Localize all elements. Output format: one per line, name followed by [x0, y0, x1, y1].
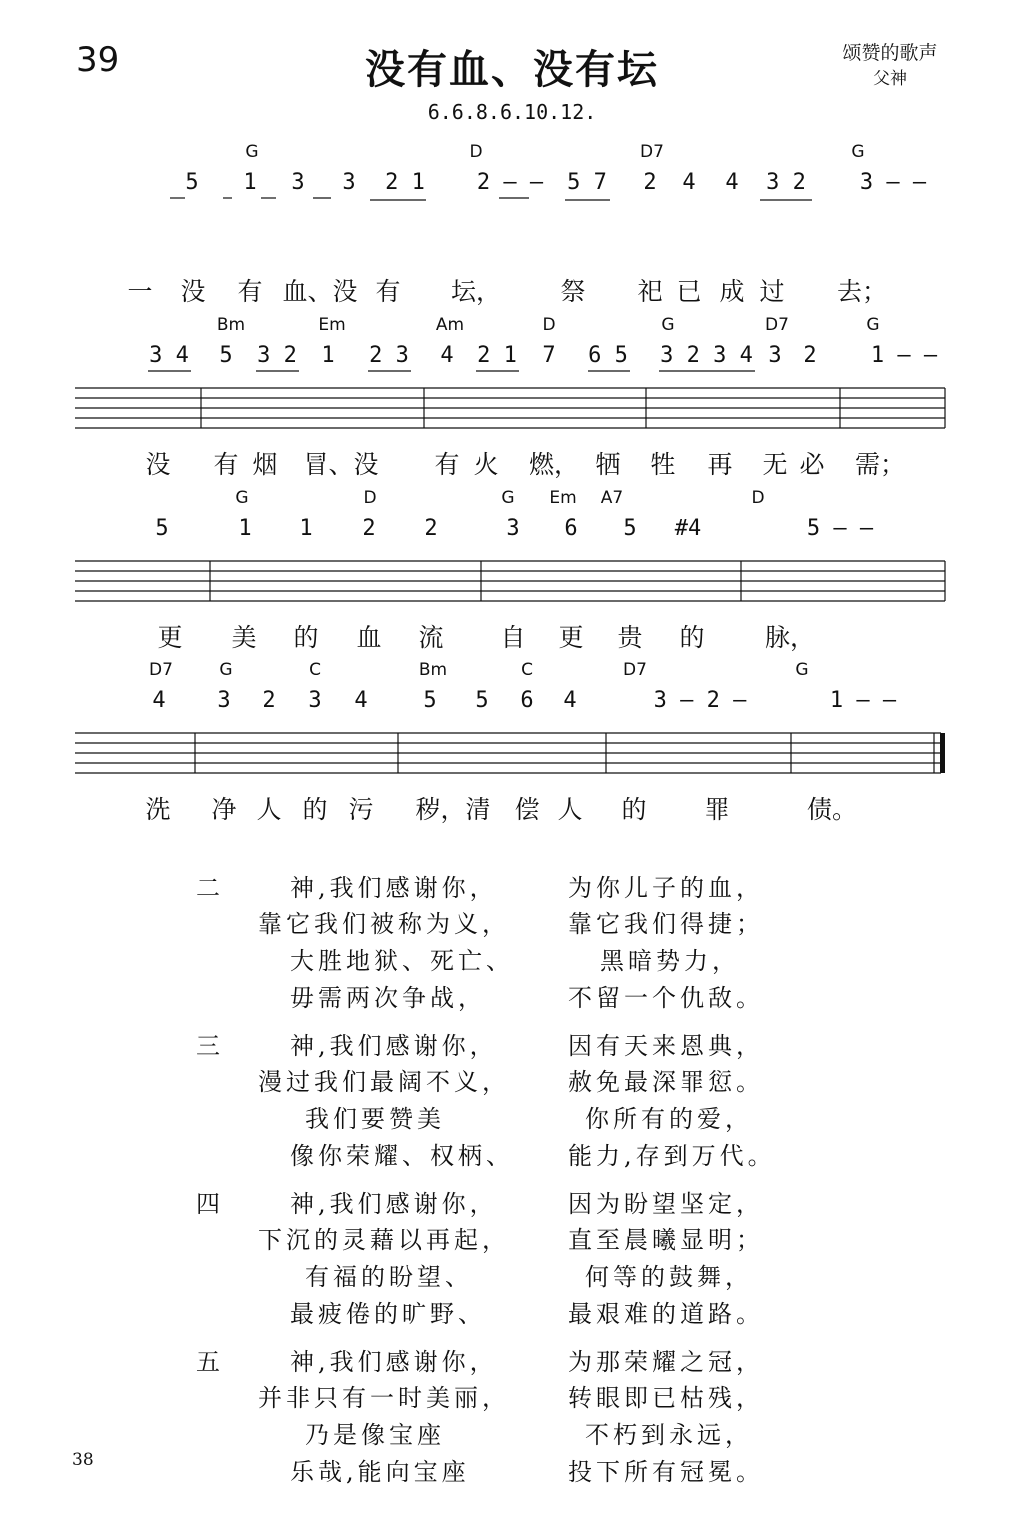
jianpu-note: 1 [299, 516, 313, 541]
lyric: 的 [621, 795, 647, 824]
jianpu-note: 1 – – [870, 343, 938, 368]
chord: C [521, 660, 533, 680]
verse-number: 三 [196, 1032, 220, 1060]
jianpu-note: 3 – 2 – [653, 688, 747, 713]
chord: Bm [418, 660, 448, 680]
verse-line: 你所有的爱， [585, 1105, 753, 1133]
verse-line: 像你荣耀、权柄、 [290, 1142, 514, 1170]
lyric: 有 [213, 450, 239, 479]
lyric: 祭 [560, 277, 586, 306]
chord: C [309, 660, 321, 680]
jianpu-note: 5 [185, 170, 199, 195]
lyric: 有 [375, 277, 401, 306]
chord: Em [549, 488, 577, 508]
lyric: 烟 [252, 450, 278, 479]
lyric: 贵 [617, 623, 643, 652]
jianpu-note: 6 [520, 688, 534, 713]
chord: Am [435, 315, 465, 335]
chord: G [245, 142, 259, 162]
verse-line: 最艰难的道路。 [568, 1300, 764, 1328]
music-system-3 [0, 486, 1024, 656]
lyric: 牲 [650, 450, 676, 479]
verse-number: 四 [196, 1190, 220, 1218]
chord: D [363, 488, 377, 508]
lyric: 已 [676, 277, 702, 306]
lyric: 祀 [637, 277, 663, 306]
verse-line: 靠它我们被称为义， [258, 910, 510, 938]
jianpu-note: 5 [155, 516, 169, 541]
lyric: 自 [500, 623, 526, 652]
jianpu-note: 4 [152, 688, 166, 713]
verse-line: 神,我们感谢你， [290, 1032, 498, 1060]
verse-line: 我们要赞美 [305, 1105, 445, 1133]
jianpu-note: 2 – – [476, 170, 544, 195]
music-system-1 [0, 140, 1024, 310]
chord: G [219, 660, 233, 680]
jianpu-note: 2 1 [477, 343, 517, 368]
verse-line: 神,我们感谢你， [290, 1190, 498, 1218]
lyric: 冒、没 [303, 450, 379, 479]
verse-line: 乐哉,能向宝座 [290, 1458, 470, 1486]
verse-number: 二 [196, 874, 220, 902]
jianpu-note: 2 [643, 170, 657, 195]
jianpu-note: 1 [243, 170, 257, 195]
jianpu-note: 4 [563, 688, 577, 713]
lyric: 的 [679, 623, 705, 652]
lyric: 坛， [450, 277, 502, 306]
hymn-number: 39 [76, 40, 120, 80]
jianpu-note: #4 [674, 516, 702, 541]
lyric: 秽，清 [415, 795, 491, 824]
jianpu-note: 3 [768, 343, 782, 368]
chord: A7 [600, 488, 624, 508]
verse-line: 因有天来恩典， [568, 1032, 764, 1060]
jianpu-note: 2 3 [369, 343, 409, 368]
verse-line: 转眼即已枯残， [568, 1384, 764, 1412]
lyric: 再 [707, 450, 733, 479]
jianpu-note: 4 [440, 343, 454, 368]
page-number: 38 [72, 1450, 94, 1470]
lyric: 有 [237, 277, 263, 306]
jianpu-note: 1 [238, 516, 252, 541]
lyric: 没 [180, 277, 206, 306]
jianpu-note: 7 [542, 343, 556, 368]
jianpu-note: 3 2 [660, 343, 700, 368]
chord: G [795, 660, 809, 680]
verse-line: 靠它我们得捷； [568, 910, 764, 938]
lyric: 流 [418, 623, 444, 652]
lyric: 燃， [528, 450, 580, 479]
verse-line: 为你儿子的血， [568, 874, 764, 902]
chord: D [542, 315, 556, 335]
jianpu-note: 5 [219, 343, 233, 368]
lyric: 人 [256, 795, 282, 824]
verse-line: 乃是像宝座 [305, 1421, 445, 1449]
jianpu-note: 3 [291, 170, 305, 195]
chord: G [661, 315, 675, 335]
lyric: 债。 [806, 795, 858, 824]
chord: D7 [623, 660, 647, 680]
jianpu-note: 3 [506, 516, 520, 541]
lyric: 偿 [514, 795, 540, 824]
lyric: 污 [348, 795, 374, 824]
verse-line: 并非只有一时美丽， [258, 1384, 510, 1412]
verse-line: 下沉的灵藉以再起， [258, 1226, 510, 1254]
music-system-4 [0, 658, 1024, 828]
jianpu-note: 1 – – [829, 688, 897, 713]
jianpu-note: 3 4 [149, 343, 189, 368]
jianpu-note: 5 [423, 688, 437, 713]
lyric: 血、没 [282, 277, 358, 306]
jianpu-note: 2 [803, 343, 817, 368]
jianpu-note: 1 [321, 343, 335, 368]
chord: G [851, 142, 865, 162]
lyric: 脉， [764, 623, 816, 652]
jianpu-note: 3 2 [257, 343, 297, 368]
lyric: 美 [231, 623, 257, 652]
lyric: 成 [719, 277, 745, 306]
jianpu-note: 5 7 [567, 170, 607, 195]
jianpu-note: 3 4 [713, 343, 753, 368]
chord: D7 [149, 660, 173, 680]
lyric: 净 [211, 795, 237, 824]
lyric: 一 [127, 277, 153, 306]
lyric: 过 [759, 277, 785, 306]
jianpu-note: 5 – – [806, 516, 874, 541]
lyric: 去； [836, 277, 888, 306]
lyric: 更 [157, 623, 183, 652]
chord: Em [318, 315, 346, 335]
verse-line: 黑暗势力， [600, 947, 740, 975]
jianpu-note: 5 [623, 516, 637, 541]
jianpu-note: 3 2 [766, 170, 806, 195]
verse-line: 不朽到永远， [585, 1421, 753, 1449]
verse-line: 最疲倦的旷野、 [290, 1300, 486, 1328]
jianpu-note: 2 1 [385, 170, 425, 195]
verse-line: 不留一个仇敌。 [568, 984, 764, 1012]
book-section: 父神 [873, 69, 907, 89]
music-system-2 [0, 313, 1024, 483]
lyric: 没 [145, 450, 171, 479]
lyric: 的 [302, 795, 328, 824]
lyric: 必 [799, 450, 825, 479]
verse-line: 漫过我们最阔不义， [258, 1068, 510, 1096]
chord: D7 [640, 142, 664, 162]
chord: D7 [765, 315, 789, 335]
lyric: 无 [762, 450, 788, 479]
verse-line: 为那荣耀之冠， [568, 1348, 764, 1376]
jianpu-note: 2 [262, 688, 276, 713]
chord: G [866, 315, 880, 335]
verse-line: 大胜地狱、死亡、 [290, 947, 514, 975]
verse-line: 神,我们感谢你， [290, 1348, 498, 1376]
lyric: 有 [434, 450, 460, 479]
verse-line: 赦免最深罪愆。 [568, 1068, 764, 1096]
lyric: 罪 [704, 795, 730, 824]
jianpu-note: 6 5 [588, 343, 628, 368]
verse-line: 因为盼望坚定， [568, 1190, 764, 1218]
jianpu-note: 2 [362, 516, 376, 541]
chord: Bm [216, 315, 246, 335]
lyric: 洗 [145, 795, 171, 824]
chord: D [469, 142, 483, 162]
jianpu-note: 5 [475, 688, 489, 713]
verse-line: 有福的盼望、 [305, 1263, 473, 1291]
verse-line: 何等的鼓舞， [585, 1263, 753, 1291]
jianpu-note: 4 [354, 688, 368, 713]
jianpu-note: 3 [308, 688, 322, 713]
chord: G [501, 488, 515, 508]
lyric: 火 [473, 450, 499, 479]
jianpu-note: 2 [424, 516, 438, 541]
verse-line: 神,我们感谢你， [290, 874, 498, 902]
jianpu-note: 4 [682, 170, 696, 195]
meter: 6.6.8.6.10.12. [427, 100, 597, 124]
jianpu-note: 4 [725, 170, 739, 195]
verse-line: 直至晨曦显明； [568, 1226, 764, 1254]
chord: G [235, 488, 249, 508]
jianpu-note: 3 [217, 688, 231, 713]
verse-number: 五 [196, 1348, 220, 1376]
lyric: 人 [557, 795, 583, 824]
verse-line: 投下所有冠冕。 [568, 1458, 764, 1486]
lyric: 需； [854, 450, 906, 479]
jianpu-note: 3 – – [859, 170, 927, 195]
verse-line: 毋需两次争战， [290, 984, 486, 1012]
lyric: 的 [293, 623, 319, 652]
lyric: 血 [356, 623, 382, 652]
lyric: 更 [558, 623, 584, 652]
lyric: 牺 [595, 450, 621, 479]
book-title: 颂赞的歌声 [842, 42, 938, 64]
jianpu-note: 3 [342, 170, 356, 195]
hymn-title: 没有血、没有坛 [365, 47, 659, 93]
chord: D [751, 488, 765, 508]
verse-line: 能力,存到万代。 [568, 1142, 776, 1170]
jianpu-note: 6 [564, 516, 578, 541]
